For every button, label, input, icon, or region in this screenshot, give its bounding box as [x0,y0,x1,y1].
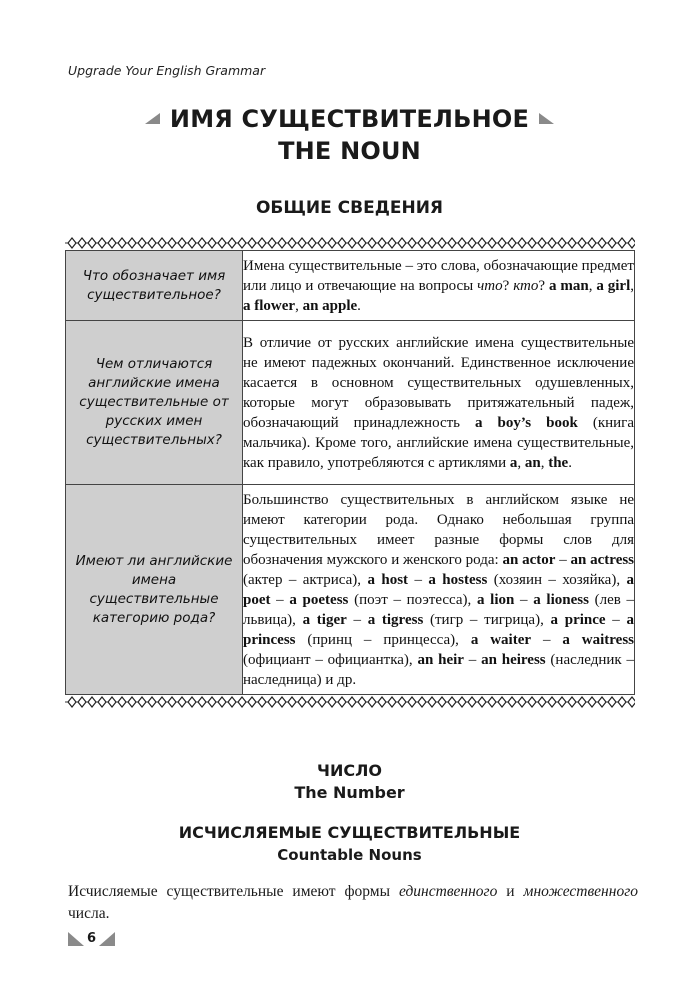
text-run: (хозяин – хозяйка), [487,571,627,588]
question-cell: Чем отличаются английские имена существительные от русских имен существительных? [66,321,243,485]
diamond-ornament-icon [518,697,526,707]
text-run: В отличие от русских английские имена существительные не имеют падежных окончаний. Единственное исключение касается в основном существительных одушевленных, которые могут образовывать притяжательный падеж, обозначающий принадлежность [243,334,634,431]
text-run: – [514,591,534,608]
text-run: Большинство существительных в английском языке не имеют категории рода. Однако небольшая группа существительных имеет разные формы слов для обозначения мужского и женского рода: [243,491,634,568]
answer-cell [243,321,635,485]
faq-table-frame [65,236,635,709]
diamond-ornament-icon [578,697,586,707]
bold-example: a poet [243,571,634,608]
bold-example: a waiter [470,631,532,648]
diamond-ornament-icon [78,238,86,248]
diamond-ornament-icon [268,697,276,707]
diamond-ornament-icon [218,238,226,248]
faq-table [65,250,635,695]
diamond-ornament-icon [388,697,396,707]
diamond-ornament-icon [288,238,296,248]
diamond-ornament-icon [488,697,496,707]
text-run: – [346,611,368,628]
text-run: , [630,277,634,294]
diamond-ornament-icon [328,697,336,707]
diamond-ornament-icon [128,697,136,707]
diamond-ornament-icon [538,238,546,248]
chapter-title [0,100,699,167]
text-run: – [270,591,290,608]
italic-term: единственного [398,883,498,900]
diamond-ornament-icon [178,238,186,248]
bold-example: a boy’s book [475,414,578,431]
diamond-ornament-icon [158,697,166,707]
diamond-ornament-icon [108,238,116,248]
diamond-ornament-icon [528,238,536,248]
number-heading [0,760,699,804]
text-run: Исчисляемые существительные имеют формы [68,883,399,900]
diamond-ornament-icon [198,238,206,248]
folio-triangle-left-icon [68,932,84,946]
diamond-ornament-icon [188,238,196,248]
diamond-ornament-icon [368,238,376,248]
diamond-ornament-icon [298,238,306,248]
diamond-ornament-icon [478,697,486,707]
table-row [66,485,635,695]
page-folio [68,931,115,946]
diamond-ornament-icon [558,697,566,707]
text-run: числа. [68,905,110,922]
diamond-ornament-icon [568,697,576,707]
diamond-ornament-icon [68,238,76,248]
diamond-ornament-icon [608,697,616,707]
diamond-ornament-icon [428,697,436,707]
diamond-ornament-icon [598,238,606,248]
diamond-border-top-icon [65,236,635,250]
bold-example: a flower [243,297,296,314]
diamond-ornament-icon [568,238,576,248]
diamond-ornament-icon [248,238,256,248]
diamond-ornament-icon [278,238,286,248]
text-run: . [357,297,361,314]
diamond-ornament-icon [368,697,376,707]
diamond-ornament-icon [558,238,566,248]
diamond-ornament-icon [578,238,586,248]
running-head: Upgrade Your English Grammar [68,63,266,78]
diamond-ornament-icon [308,238,316,248]
diamond-ornament-icon [218,697,226,707]
diamond-ornament-icon [318,238,326,248]
diamond-ornament-icon [398,697,406,707]
bold-example: a girl [596,277,631,294]
diamond-ornament-icon [458,238,466,248]
text-run: ? [538,277,549,294]
diamond-ornament-icon [98,697,106,707]
diamond-ornament-icon [458,697,466,707]
diamond-ornament-icon [258,697,266,707]
diamond-ornament-icon [68,697,76,707]
diamond-ornament-icon [498,238,506,248]
diamond-ornament-icon [608,238,616,248]
bold-example: a lioness [533,591,589,608]
answer-cell [243,251,635,321]
bold-example: an apple [302,297,358,314]
diamond-ornament-icon [348,697,356,707]
diamond-ornament-icon [248,697,256,707]
number-title-ru: ЧИСЛО [317,761,382,780]
diamond-ornament-icon [168,238,176,248]
diamond-ornament-icon [628,697,635,707]
diamond-ornament-icon [448,697,456,707]
diamond-ornament-icon [98,238,106,248]
question-cell: Что обозначает имя существительное? [66,251,243,321]
diamond-ornament-icon [208,238,216,248]
italic-term: кто [513,277,539,294]
diamond-ornament-icon [378,238,386,248]
text-run: – [408,571,429,588]
diamond-ornament-icon [308,697,316,707]
diamond-ornament-icon [618,238,626,248]
diamond-ornament-icon [378,697,386,707]
table-row [66,321,635,485]
text-run: , [540,454,549,471]
text-run: (лев – львица), [243,591,635,628]
diamond-ornament-icon [628,238,635,248]
countable-heading [0,822,699,866]
bold-example: a hostess [428,571,488,588]
text-run: , [295,297,303,314]
question-cell: Имеют ли английские имена существительные категорию рода? [66,485,243,695]
bold-example: a tiger [302,611,347,628]
diamond-ornament-icon [598,697,606,707]
body-paragraph [68,881,638,925]
bold-example: an heiress [481,651,546,668]
diamond-ornament-icon [278,697,286,707]
diamond-ornament-icon [158,238,166,248]
diamond-ornament-icon [408,697,416,707]
bold-example: a lion [476,591,515,608]
diamond-ornament-icon [548,697,556,707]
italic-term: что [477,277,503,294]
text-run: (официант – официантка), [243,651,418,668]
diamond-ornament-icon [148,697,156,707]
diamond-ornament-icon [408,238,416,248]
diamond-ornament-icon [228,238,236,248]
text-run: – [531,631,563,648]
bold-example: the [548,454,569,471]
italic-term: множественного [523,883,638,900]
diamond-ornament-icon [518,238,526,248]
diamond-ornament-icon [548,238,556,248]
diamond-ornament-icon [138,238,146,248]
diamond-ornament-icon [428,238,436,248]
text-run: (книга мальчика). Кроме того, английские имена существительные, как правило, употребляются с артиклями [243,414,634,471]
diamond-ornament-icon [508,697,516,707]
diamond-ornament-icon [168,697,176,707]
bold-example: a poetess [289,591,349,608]
diamond-ornament-icon [588,238,596,248]
folio-triangle-right-icon [99,932,115,946]
text-run: ? [502,277,514,294]
section-heading: ОБЩИЕ СВЕДЕНИЯ [255,198,444,218]
triangle-ornament-left-icon [145,113,160,124]
text-run: – [555,551,571,568]
text-run: , [517,454,525,471]
diamond-ornament-icon [238,238,246,248]
bold-example: a waitress [562,631,635,648]
bold-example: a man [548,277,589,294]
diamond-ornament-icon [358,238,366,248]
diamond-ornament-icon [618,697,626,707]
diamond-ornament-icon [88,697,96,707]
bold-example: an actor [502,551,556,568]
text-run: (тигр – тигрица), [423,611,551,628]
diamond-ornament-icon [228,697,236,707]
diamond-ornament-icon [348,238,356,248]
diamond-ornament-icon [208,697,216,707]
diamond-ornament-icon [298,697,306,707]
diamond-ornament-icon [588,697,596,707]
bold-example: an [524,454,541,471]
text-run: (принц – принцесса), [295,631,471,648]
text-run: (поэт – поэтесса), [348,591,477,608]
table-row [66,251,635,321]
diamond-ornament-icon [418,697,426,707]
text-run: . [568,454,572,471]
text-run: (наследник – наследница) и др. [243,651,635,688]
diamond-ornament-icon [398,238,406,248]
diamond-ornament-icon [78,697,86,707]
text-run: – [463,651,482,668]
diamond-ornament-icon [448,238,456,248]
diamond-ornament-icon [468,238,476,248]
bold-example: an heir [417,651,464,668]
diamond-ornament-icon [358,697,366,707]
diamond-ornament-icon [118,697,126,707]
diamond-ornament-icon [438,238,446,248]
bold-example: a princess [243,611,635,648]
diamond-ornament-icon [128,238,136,248]
diamond-ornament-icon [478,238,486,248]
triangle-ornament-right-icon [539,113,554,124]
text-run: и [497,883,524,900]
answer-cell [243,485,635,695]
bold-example: an actress [570,551,635,568]
diamond-ornament-icon [468,697,476,707]
diamond-ornament-icon [238,697,246,707]
diamond-ornament-icon [338,697,346,707]
countable-title-en: Countable Nouns [277,846,422,864]
diamond-ornament-icon [508,238,516,248]
diamond-ornament-icon [268,238,276,248]
diamond-ornament-icon [488,238,496,248]
diamond-ornament-icon [148,238,156,248]
diamond-ornament-icon [388,238,396,248]
diamond-ornament-icon [418,238,426,248]
text-run: (актер – актриса), [243,571,368,588]
chapter-title-en: THE NOUN [278,136,421,165]
page-number: 6 [87,931,97,946]
diamond-ornament-icon [538,697,546,707]
diamond-ornament-icon [338,238,346,248]
bold-example: a [509,454,518,471]
diamond-border-bottom-icon [65,695,635,709]
number-title-en: The Number [294,783,405,802]
diamond-ornament-icon [528,697,536,707]
bold-example: a tigress [367,611,424,628]
text-run: – [605,611,627,628]
text-run: , [588,277,597,294]
diamond-ornament-icon [198,697,206,707]
diamond-ornament-icon [178,697,186,707]
diamond-ornament-icon [108,697,116,707]
diamond-ornament-icon [288,697,296,707]
diamond-ornament-icon [438,697,446,707]
bold-example: a host [367,571,409,588]
text-run: Имена существительные – это слова, обозначающие предмет или лицо и отвечающие на вопросы [243,257,634,294]
diamond-ornament-icon [258,238,266,248]
diamond-ornament-icon [318,697,326,707]
diamond-ornament-icon [88,238,96,248]
diamond-ornament-icon [118,238,126,248]
countable-title-ru: ИСЧИСЛЯЕМЫЕ СУЩЕСТВИТЕЛЬНЫЕ [178,823,521,842]
chapter-title-ru: ИМЯ СУЩЕСТВИТЕЛЬНОЕ [169,104,530,133]
bold-example: a prince [550,611,606,628]
diamond-ornament-icon [328,238,336,248]
diamond-ornament-icon [188,697,196,707]
diamond-ornament-icon [498,697,506,707]
diamond-ornament-icon [138,697,146,707]
